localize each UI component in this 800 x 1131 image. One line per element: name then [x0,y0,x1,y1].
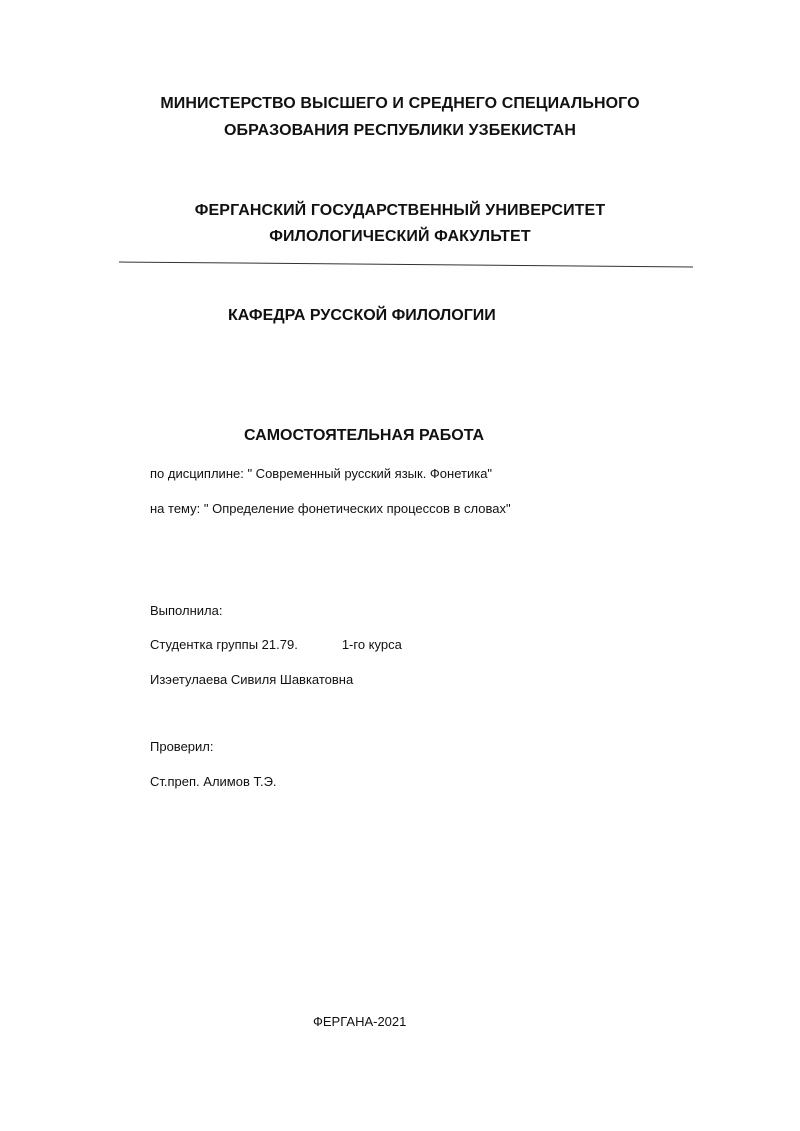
header-divider-line [119,260,693,269]
reviewer-label: Проверил: [150,739,214,754]
discipline-line: по дисциплине: " Современный русский язык. Фонетика" [150,466,493,481]
reviewer-name: Ст.преп. Алимов Т.Э. [150,774,277,789]
faculty-name: ФИЛОЛОГИЧЕСКИЙ ФАКУЛЬТЕТ [269,228,531,245]
work-title: САМОСТОЯТЕЛЬНАЯ РАБОТА [244,427,485,444]
ministry-line-1: МИНИСТЕРСТВО ВЫСШЕГО И СРЕДНЕГО СПЕЦИАЛЬНОГО [160,95,640,112]
department-title: КАФЕДРА РУССКОЙ ФИЛОЛОГИИ [228,307,496,324]
author-group-line [150,637,402,652]
author-name: Изэетулаева Сивиля Шавкатовна [150,672,354,687]
ministry-line-2: ОБРАЗОВАНИЯ РЕСПУБЛИКИ УЗБЕКИСТАН [224,122,576,139]
topic-line: на тему: " Определение фонетических процессов в словах" [150,501,511,516]
author-group: Студентка группы 21.79. [150,637,298,652]
author-course: 1-го курса [341,637,402,652]
city-year: ФЕРГАНА-2021 [313,1014,407,1029]
author-label: Выполнила: [150,603,223,618]
university-name: ФЕРГАНСКИЙ ГОСУДАРСТВЕННЫЙ УНИВЕРСИТЕТ [194,202,606,219]
